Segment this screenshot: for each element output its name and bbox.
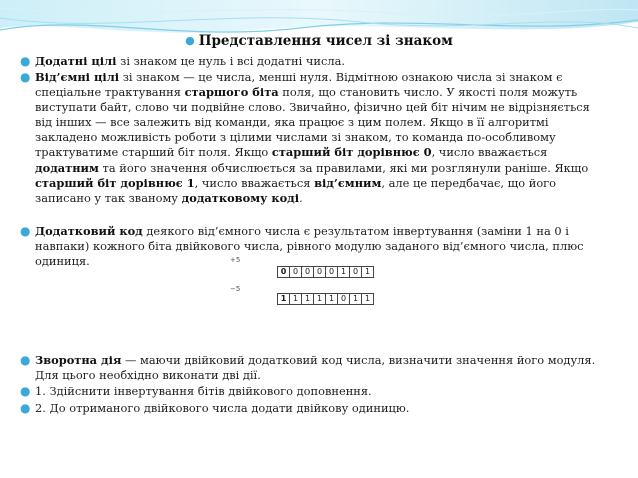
bit-cell: 1: [361, 293, 374, 305]
bullet-icon: ●: [20, 70, 31, 84]
bit-row-negative: [278, 293, 374, 305]
paragraph-positive-integers: Додатні цілі зі знаком це нуль і всі додатні числа.: [35, 54, 345, 68]
bullet-icon: ●: [20, 401, 31, 415]
bit-cell: 1: [277, 293, 290, 305]
paragraph-reverse-action: Зворотна дія — маючи двійковий додатковий код числа, визначити значення його модуля. Для цього необхідно виконати дві дії.: [35, 353, 596, 383]
title-bullet-icon: ●: [185, 34, 195, 47]
bit-cell: 1: [313, 293, 326, 305]
figure-label-negative: −5: [230, 285, 241, 293]
bit-cell: 0: [349, 266, 362, 278]
bit-cell: 1: [325, 293, 338, 305]
bit-cell: 0: [289, 266, 302, 278]
header-wave-decoration: [0, 0, 638, 60]
bit-cell: 0: [325, 266, 338, 278]
bit-cell: 0: [277, 266, 290, 278]
bit-cell: 1: [301, 293, 314, 305]
bit-row-positive: [278, 266, 374, 278]
bullet-icon: ●: [20, 224, 31, 238]
bit-cell: 1: [289, 293, 302, 305]
slide-title: ● Представлення чисел зі знаком: [185, 33, 453, 49]
paragraph-step-1: 1. Здійснити інвертування бітів двійкового доповнення.: [35, 384, 372, 398]
bullet-icon: ●: [20, 353, 31, 367]
bit-cell: 0: [337, 293, 350, 305]
bit-cell: 0: [301, 266, 314, 278]
bit-cell: 1: [337, 266, 350, 278]
bit-cell: 0: [313, 266, 326, 278]
paragraph-negative-integers: Від’ємні цілі зі знаком — це числа, менші нуля. Відмітною ознакою числа зі знаком є спеціальне трактування старшого біта поля, що становить число. У якості поля можуть виступати байт, слово чи подвійне слово. Звичайно, фізично цей біт нічим не відрізняється від інших — все залежить від команди, яка працює з цим полем. Якщо в її алгоритмі закладено можливість роботи з цілими числами зі знаком, то команда по-особливому трактуватиме старший біт поля. Якщо старший біт дорівнює 0, число вважається додатним та його значення обчислюється за правилами, які ми розглянули раніше. Якщо старший біт дорівнює 1, число вважається від’ємним, але це передбачає, що його записано у так званому додатковому коді.: [35, 70, 590, 205]
paragraph-twos-complement: Додатковий код деякого від’ємного числа є результатом інвертування (заміни 1 на 0 і навпаки) кожного біта двійкового числа, рівного модулю заданого від’ємного числа, плюс одиниця.: [35, 224, 584, 269]
bit-cell: 1: [361, 266, 374, 278]
paragraph-step-2: 2. До отриманого двійкового числа додати двійкову одиницю.: [35, 401, 410, 415]
figure-label-positive: +5: [230, 256, 241, 264]
bullet-icon: ●: [20, 384, 31, 398]
bullet-icon: ●: [20, 54, 31, 68]
bit-cell: 1: [349, 293, 362, 305]
